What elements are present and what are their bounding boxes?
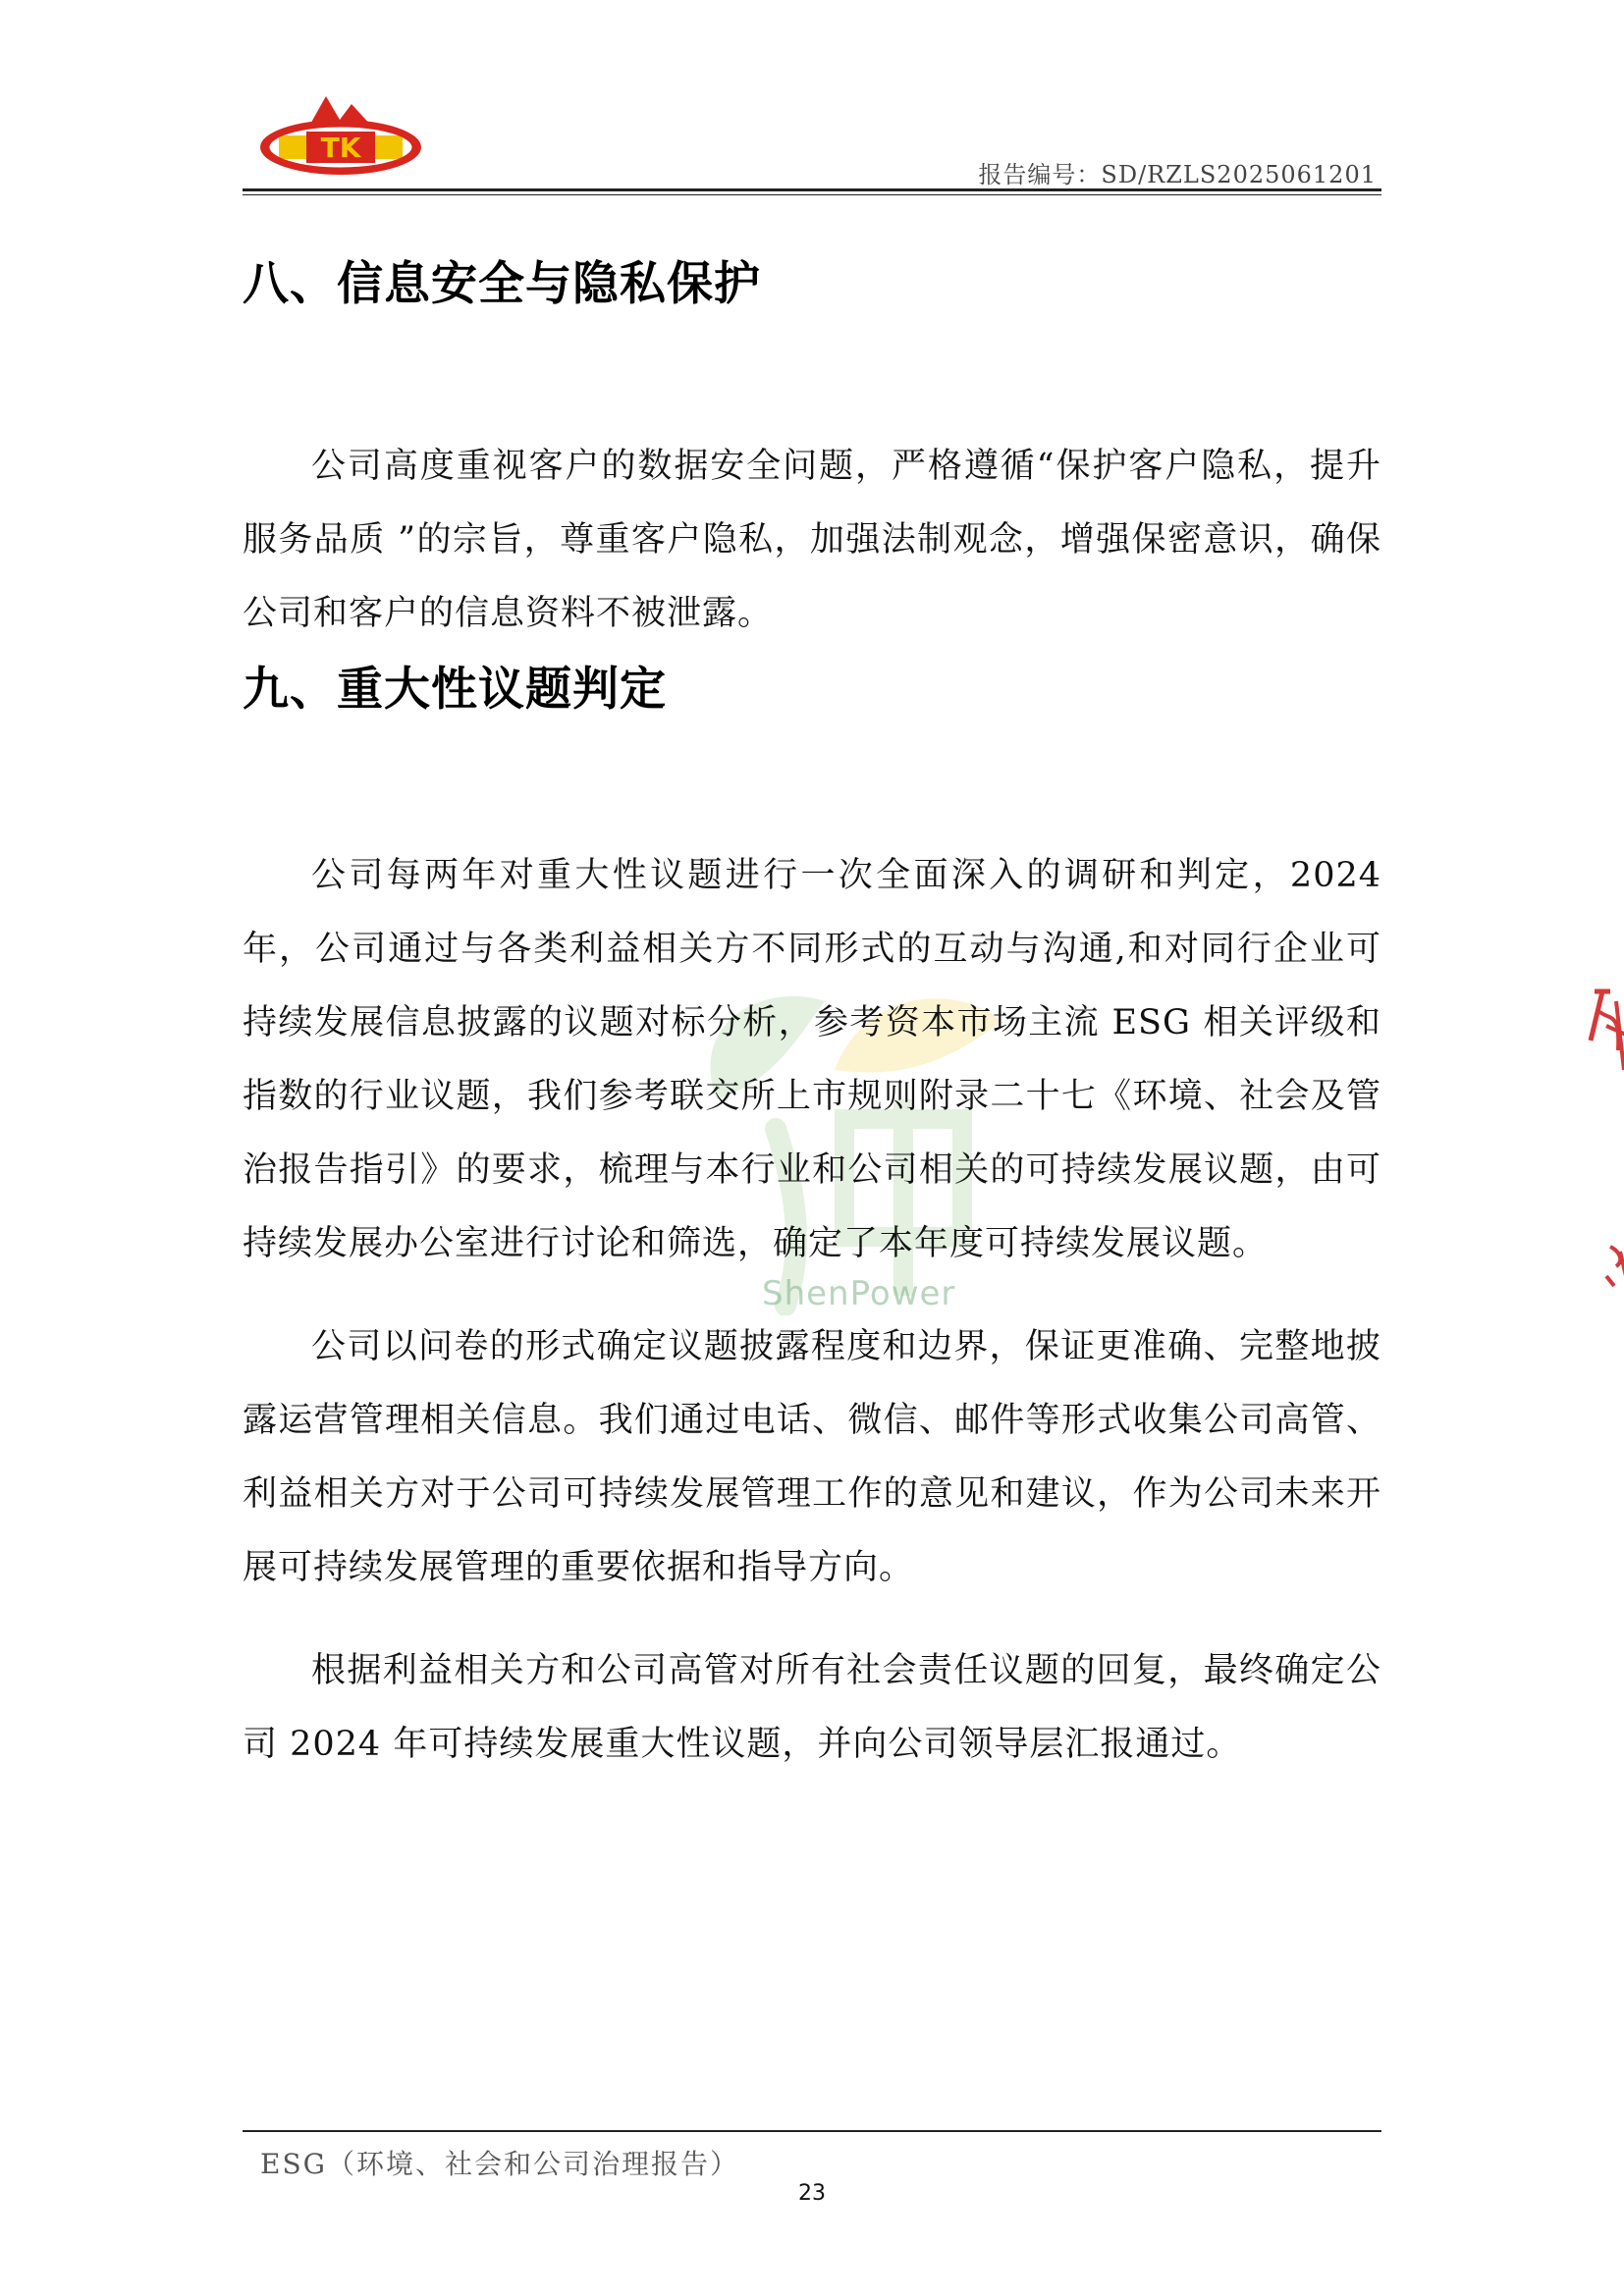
document-body bbox=[243, 245, 1381, 1782]
red-seal-stamp-icon bbox=[1581, 982, 1624, 1306]
paragraph-materiality-research: 公司每两年对重大性议题进行一次全面深入的调研和判定，2024年，公司通过与各类利益相关方不同形式的互动与沟通,和对同行企业可持续发展信息披露的议题对标分析，参考资本市场主流 ESG 相关评级和指数的行业议题，我们参考联交所上市规则附录二十七《环境、社会及管治报告指引》的要求，梳理与本行业和公司相关的可持续发展议题，由可持续发展办公室进行讨论和筛选，确定了本年度可持续发展议题。 bbox=[243, 856, 1381, 1263]
section-heading-materiality: 九、重大性议题判定 bbox=[243, 663, 667, 717]
watermark-text: ShenPower bbox=[762, 1274, 956, 1313]
header-divider bbox=[243, 188, 1381, 191]
paragraph-privacy: 公司高度重视客户的数据安全问题，严格遵循“保护客户隐私，提升服务品质 ”的宗旨，尊重客户隐私，加强法制观念，增强保密意识，确保公司和客户的信息资料不被泄露。 bbox=[243, 447, 1381, 633]
company-logo-icon bbox=[257, 86, 424, 185]
footer-divider bbox=[243, 2130, 1381, 2132]
section-heading-privacy: 八、信息安全与隐私保护 bbox=[243, 257, 761, 311]
header-divider-thin bbox=[243, 194, 1381, 195]
logo-letters: TK bbox=[320, 132, 361, 164]
page-number: 23 bbox=[798, 2181, 826, 2206]
footer-report-name: ESG（环境、社会和公司治理报告） bbox=[260, 2148, 739, 2180]
report-number: 报告编号：SD/RZLS2025061201 bbox=[978, 161, 1377, 188]
paragraph-materiality-conclusion: 根据利益相关方和公司高管对所有社会责任议题的回复，最终确定公司 2024 年可持续发展重大性议题，并向公司领导层汇报通过。 bbox=[243, 1651, 1381, 1764]
paragraph-materiality-survey: 公司以问卷的形式确定议题披露程度和边界，保证更准确、完整地披露运营管理相关信息。我们通过电话、微信、邮件等形式收集公司高管、利益相关方对于公司可持续发展管理工作的意见和建议，作为公司未来开展可持续发展管理的重要依据和指导方向。 bbox=[243, 1327, 1381, 1587]
